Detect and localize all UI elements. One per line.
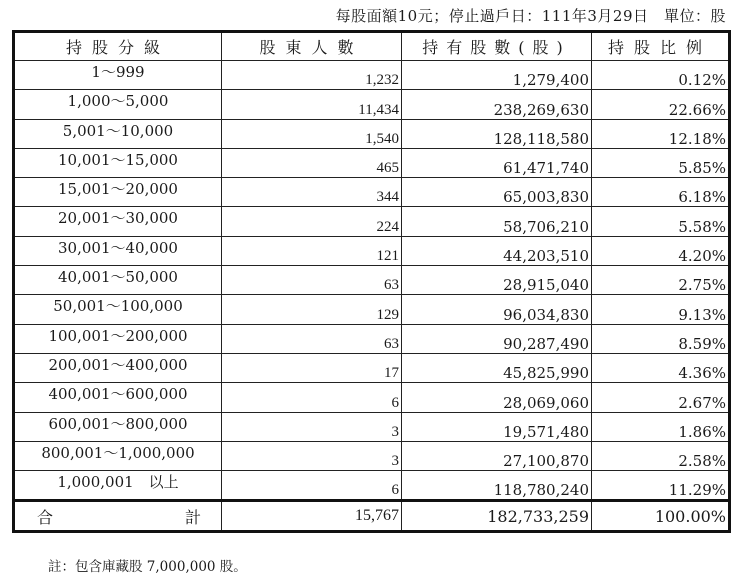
holders-cell: 3 [222, 412, 402, 441]
total-label [14, 501, 222, 532]
table-row [14, 266, 730, 295]
range-cell: 400,001～600,000 [14, 383, 222, 412]
holders-cell: 63 [222, 266, 402, 295]
range-cell: 200,001～400,000 [14, 353, 222, 382]
table-row [14, 441, 730, 470]
holders-cell: 11,434 [222, 90, 402, 119]
percentage-cell: 11.29% [592, 471, 730, 501]
table-row [14, 383, 730, 412]
table-row [14, 412, 730, 441]
percentage-cell: 6.18% [592, 178, 730, 207]
range-cell: 50,001～100,000 [14, 295, 222, 324]
total-label-left: 合 [37, 507, 54, 527]
holders-cell: 1,232 [222, 61, 402, 90]
holders-cell: 3 [222, 441, 402, 470]
holders-cell: 6 [222, 471, 402, 501]
percentage-cell: 8.59% [592, 324, 730, 353]
shares-cell: 61,471,740 [402, 148, 592, 177]
holders-cell: 344 [222, 178, 402, 207]
percentage-cell: 0.12% [592, 61, 730, 90]
header-percentage: 持股比例 [592, 32, 730, 61]
table-row [14, 353, 730, 382]
range-cell: 10,001～15,000 [14, 148, 222, 177]
range-cell: 30,001～40,000 [14, 236, 222, 265]
shares-cell: 238,269,630 [402, 90, 592, 119]
table-row [14, 207, 730, 236]
table-row [14, 61, 730, 90]
holders-cell: 6 [222, 383, 402, 412]
table-row [14, 178, 730, 207]
total-holders: 15,767 [222, 501, 402, 532]
table-row [14, 471, 730, 501]
percentage-cell: 2.67% [592, 383, 730, 412]
percentage-cell: 9.13% [592, 295, 730, 324]
range-cell: 1～999 [14, 61, 222, 90]
percentage-cell: 12.18% [592, 119, 730, 148]
percentage-cell: 1.86% [592, 412, 730, 441]
table-row [14, 324, 730, 353]
range-cell: 600,001～800,000 [14, 412, 222, 441]
total-row [14, 501, 730, 532]
table-row [14, 148, 730, 177]
holders-cell: 17 [222, 353, 402, 382]
shares-cell: 27,100,870 [402, 441, 592, 470]
range-cell: 40,001～50,000 [14, 266, 222, 295]
percentage-cell: 5.85% [592, 148, 730, 177]
total-percentage: 100.00% [592, 501, 730, 532]
total-shares: 182,733,259 [402, 501, 592, 532]
percentage-cell: 5.58% [592, 207, 730, 236]
header-shares: 持有股數(股) [402, 32, 592, 61]
range-cell: 5,001～10,000 [14, 119, 222, 148]
shares-cell: 28,069,060 [402, 383, 592, 412]
table-row [14, 295, 730, 324]
holders-cell: 465 [222, 148, 402, 177]
percentage-cell: 22.66% [592, 90, 730, 119]
percentage-cell: 4.20% [592, 236, 730, 265]
shares-cell: 118,780,240 [402, 471, 592, 501]
range-cell: 15,001～20,000 [14, 178, 222, 207]
percentage-cell: 2.75% [592, 266, 730, 295]
percentage-cell: 2.58% [592, 441, 730, 470]
range-cell: 1,000～5,000 [14, 90, 222, 119]
shareholding-distribution-table [12, 30, 731, 533]
footnote: 註：包含庫藏股 7,000,000 股。 [48, 559, 247, 575]
shares-cell: 96,034,830 [402, 295, 592, 324]
shares-cell: 1,279,400 [402, 61, 592, 90]
table-caption: 每股面額10元；停止過戶日：111年3月29日 單位：股 [335, 7, 726, 25]
range-cell: 800,001～1,000,000 [14, 441, 222, 470]
header-row [14, 32, 730, 61]
table-row [14, 119, 730, 148]
range-cell: 100,001～200,000 [14, 324, 222, 353]
holders-cell: 224 [222, 207, 402, 236]
shares-cell: 58,706,210 [402, 207, 592, 236]
shares-cell: 128,118,580 [402, 119, 592, 148]
shares-cell: 65,003,830 [402, 178, 592, 207]
holders-cell: 63 [222, 324, 402, 353]
percentage-cell: 4.36% [592, 353, 730, 382]
table-row [14, 90, 730, 119]
holders-cell: 1,540 [222, 119, 402, 148]
header-holders: 股東人數 [222, 32, 402, 61]
holders-cell: 121 [222, 236, 402, 265]
range-cell: 20,001～30,000 [14, 207, 222, 236]
table-row [14, 236, 730, 265]
shares-cell: 28,915,040 [402, 266, 592, 295]
shares-cell: 45,825,990 [402, 353, 592, 382]
shares-cell: 90,287,490 [402, 324, 592, 353]
range-cell: 1,000,001 以上 [14, 471, 222, 501]
total-label-right: 計 [184, 507, 201, 527]
header-range: 持股分級 [14, 32, 222, 61]
shares-cell: 19,571,480 [402, 412, 592, 441]
shares-cell: 44,203,510 [402, 236, 592, 265]
holders-cell: 129 [222, 295, 402, 324]
